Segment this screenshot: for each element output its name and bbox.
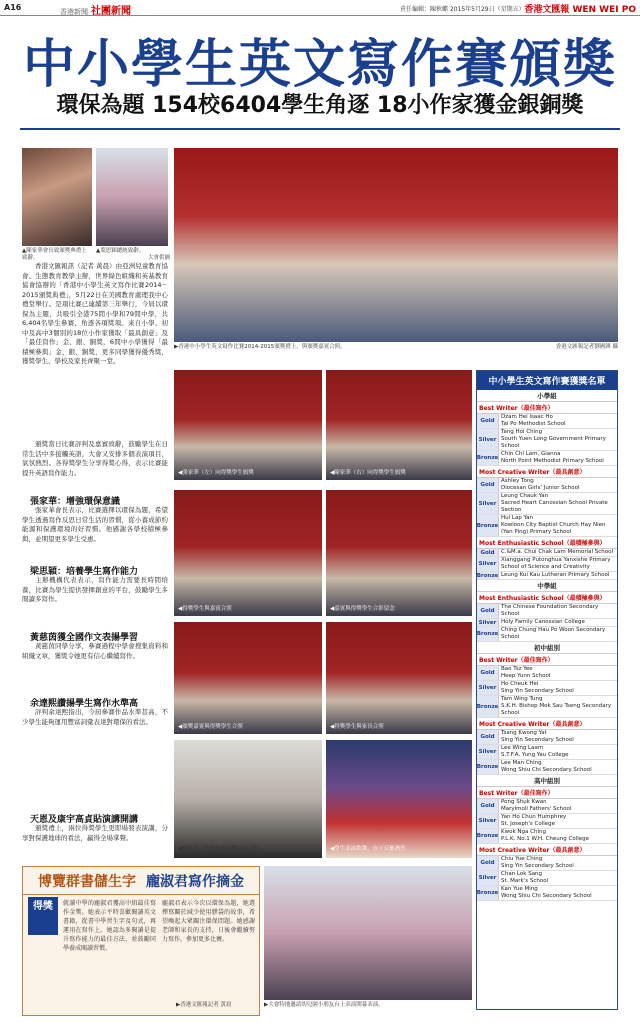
winner-name: Tam Wing Tung — [501, 696, 543, 702]
medal-label: Gold — [477, 549, 499, 556]
winner-name: Sacred Heart Canossian School Private Section — [501, 500, 608, 513]
winner-row — [477, 814, 617, 829]
winner-name: St. Mark's School — [501, 878, 549, 884]
medal-label: Silver — [477, 493, 499, 514]
winner-row — [477, 604, 617, 619]
winner-names — [499, 493, 617, 514]
winners-list — [476, 370, 618, 1010]
gallery-photo-8 — [326, 740, 472, 858]
caption-gallery-6: ◀得獎學生與家長合照 — [330, 724, 384, 730]
winner-names — [499, 814, 617, 828]
article-paragraph: 香港文匯報訊（記者 黃晨）由亞洲兒童教育協會、生態教育教學主辦，世界綠色組織和英基教育協會協辦的「香港中小學生英文寫作比賽2014－2015頒獎典禮」，5月22日在美國教育處理我中心禮堂舉行。是項比賽已連續第三年舉行，今屆以環保為主題，共吸引全港75間小學和79間中學，共6,404名學生參賽，角逐各項獎項。來自小學、初中及高中3個別的18位小作家獲取「最具創意」及「最佳寫作」金、銀、銅獎，6間中小學獲得「最積極參與」金、銀、銅獎，更多同學獲得優秀獎，獲獎學生、學校及家長齊聚一堂。 — [22, 262, 168, 365]
page-header — [0, 0, 640, 16]
winner-row — [477, 696, 617, 718]
winner-name: Bao Tsz Yee — [501, 666, 533, 672]
feature-body — [23, 895, 259, 957]
article-paragraph: 黃慈茵同學分享，參賽過程中學會搜集資料和組織文章，獲獎令她更有信心繼續寫作。 — [22, 642, 168, 660]
winner-row — [477, 627, 617, 642]
medal-label: Gold — [477, 856, 499, 870]
caption-gallery-4: ◀嘉賓與得獎學生合影留念 — [330, 606, 395, 612]
section-subtitle: 香港新聞 — [60, 8, 88, 16]
winner-name: Holy Family Canossian College — [501, 619, 585, 625]
winner-name: Xianggang Putonghua Yanxishe Primary School of Science and Creativity — [501, 557, 611, 570]
winner-name: P.L.K. No.1 W.H. Cheung College — [501, 836, 590, 842]
winner-names — [499, 871, 617, 885]
winner-name: St. Joseph's College — [501, 821, 556, 827]
winner-names — [499, 414, 617, 428]
winner-row — [477, 478, 617, 493]
article-paragraph: 頒獎當日比賽評判及嘉賓致辭，鼓勵學生在日常生活中多接觸英語，大會又安排多個表演項目，氣氛熱烈。各得獎學生分享得獎心得，表示比賽能提升英語寫作能力。 — [22, 440, 168, 477]
caption-gallery-1: ◀張家華（左）向得獎學生頒獎 — [178, 470, 254, 476]
winners-category: Best Writer（最佳寫作） — [477, 787, 617, 799]
winner-names — [499, 681, 617, 695]
winner-name: Yan Ho Chun Humphrey — [501, 814, 567, 820]
subheadline: 環保為題 154校6404學生角逐 18小作家獲金銀銅獎 — [56, 93, 584, 118]
winners-level: 小學組 — [477, 390, 617, 402]
portrait-photo-2 — [96, 148, 168, 246]
caption-gallery-7: ◀陳家華、朱嘉怡與頒獎嘉賓合照 — [178, 846, 260, 852]
winner-name: Sing Yin Secondary School — [501, 688, 574, 694]
winner-name: Leung Chauk Yan — [501, 493, 549, 499]
caption-gallery-2: ◀陳家華（右）向得獎學生頒獎 — [330, 470, 406, 476]
winners-category: Most Creative Writer（最具創意） — [477, 718, 617, 730]
feature-column-2: 龐淑君表示今次以環保為題，她選擇寫關於減少使用膠袋的故事，希望喚起大眾關注環保問題。她感謝老師和家長的支持，日後會繼續努力寫作，參加更多比賽。 — [162, 900, 255, 943]
caption-gallery-8: ◀學生表演歌舞，台下反應熱烈 — [330, 846, 406, 852]
medal-label: Silver — [477, 745, 499, 759]
medal-label: Silver — [477, 814, 499, 828]
winner-name: Lee Man Ching — [501, 760, 542, 766]
winner-row — [477, 429, 617, 451]
winner-row — [477, 871, 617, 886]
winner-name: The Chinese Foundation Secondary School — [501, 604, 599, 617]
gallery-photo-2 — [326, 370, 472, 480]
title-rule — [20, 128, 620, 130]
winner-row — [477, 414, 617, 429]
winner-names — [499, 829, 617, 843]
winner-name: Wong Shiu Chi Secondary School — [501, 767, 592, 773]
winner-name: Chin Chi Lam, Gianna — [501, 451, 561, 457]
winner-row — [477, 745, 617, 760]
winner-names — [499, 799, 617, 813]
winner-name: Sing Yin Secondary School — [501, 863, 574, 869]
caption-credit: 大會供圖 — [148, 255, 171, 261]
winner-names — [499, 515, 617, 536]
winner-row — [477, 799, 617, 814]
winner-name: Leung Kui Kau Lutheran Primary School — [501, 572, 610, 578]
winner-name: Dzam Hei Isaac Ho — [501, 414, 553, 420]
winners-category: Best Writer（最佳寫作） — [477, 402, 617, 414]
winner-name: North Point Methodist Primary School — [501, 458, 604, 464]
article-section-5 — [22, 824, 168, 862]
feature-title-right: 龐淑君寫作摘金 — [146, 874, 244, 890]
article-paragraph: 頒獎禮上，兩位得獎學生更即場發表演講，分享對保護地球的看法，贏得全場掌聲。 — [22, 824, 168, 842]
winner-name: Sing Yin Secondary School — [501, 737, 574, 743]
winners-level: 初中組別 — [477, 642, 617, 654]
winner-names — [499, 627, 617, 641]
winner-name: Wong Shiu Chi Secondary School — [501, 893, 592, 899]
winner-name: Heep Yunn School — [501, 673, 551, 679]
medal-label: Gold — [477, 414, 499, 428]
winner-name: Ching Chung Hau Po Woon Secondary School — [501, 627, 606, 640]
caption-bottom-photo: ▶大會特地邀請幼兒園小朋友台上表演開幕表演。 — [264, 1002, 384, 1008]
feature-badge: 得獎 — [28, 897, 58, 935]
caption-gallery-5: ◀頒獎嘉賓與得獎學生合照 — [178, 724, 243, 730]
winners-body — [477, 390, 617, 901]
winner-names — [499, 619, 617, 626]
winner-name: Diocesan Girls' Junior School — [501, 485, 580, 491]
caption-main-credit: 香港文匯報記者劉國鋒 攝 — [555, 344, 618, 350]
winner-row — [477, 557, 617, 572]
medal-label: Gold — [477, 799, 499, 813]
article-section-4 — [22, 708, 168, 808]
winners-category: Most Enthusiastic School（最積極參與） — [477, 537, 617, 549]
winner-name: Chiu Yue Ching — [501, 856, 543, 862]
article-paragraph: 張家華會長表示，比賽選擇以環保為題，希望學生透過寫作反思日常生活的習慣，從小養成節約能源和保護環境的好習慣。他感謝各學校積極參與，並期望更多學生受惠。 — [22, 506, 168, 543]
subheading-3: 黃慈茵獲全國作文表揚學習 — [30, 633, 139, 643]
winner-name: Kowloon City Baptist Church Hay Nien (Yan Ping) Primary School — [501, 522, 606, 535]
winner-names — [499, 730, 617, 744]
newspaper-brand: 香港文匯報 WEN WEI PO — [524, 5, 636, 15]
medal-label: Bronze — [477, 829, 499, 843]
page-number: A16 — [4, 3, 22, 12]
medal-label: Gold — [477, 478, 499, 492]
caption-gallery-3: ◀得獎學生與嘉賓合照 — [178, 606, 232, 612]
medal-label: Bronze — [477, 886, 499, 900]
winner-row — [477, 549, 617, 557]
winner-names — [499, 557, 617, 571]
winner-name: Hui Lap Yan — [501, 515, 534, 521]
subheading-4: 余達熙讚揚學生寫作水準高 — [30, 699, 139, 709]
section-title — [60, 2, 131, 17]
winners-category: Best Writer（最佳寫作） — [477, 654, 617, 666]
gallery-photo-7 — [174, 740, 322, 858]
winner-names — [499, 856, 617, 870]
winner-name: Tsang Kwong Yat — [501, 730, 547, 736]
medal-label: Gold — [477, 604, 499, 618]
medal-label: Silver — [477, 619, 499, 626]
winner-names — [499, 886, 617, 900]
gallery-photo-5 — [174, 622, 322, 734]
winners-title: 中小學生英文寫作賽獲獎名單 — [477, 371, 617, 390]
gallery-photo-3 — [174, 490, 322, 616]
medal-label: Silver — [477, 871, 499, 885]
subheading-5: 天恩及康宇高貞貼演講開講 — [30, 815, 139, 825]
winner-names — [499, 745, 617, 759]
winner-names — [499, 604, 617, 618]
main-group-photo — [174, 148, 618, 342]
article-section-1 — [22, 506, 168, 560]
section-label: 社團新聞 — [91, 6, 131, 17]
winner-name: Tai Po Methodist School — [501, 421, 566, 427]
medal-label: Bronze — [477, 760, 499, 774]
winner-name: Ashley Tong — [501, 478, 534, 484]
winner-row — [477, 886, 617, 901]
article-section-3 — [22, 642, 168, 690]
header-meta: 責任編輯：陳秋麒 2015年5月29日（星期五） — [400, 6, 525, 13]
winners-level: 高中組別 — [477, 775, 617, 787]
portrait-photo-1 — [22, 148, 92, 246]
winner-name: S.T.F.A. Yung Yau College — [501, 752, 569, 758]
article-section-2 — [22, 576, 168, 624]
winners-category: Most Creative Writer（最具創意） — [477, 466, 617, 478]
winner-names — [499, 478, 617, 492]
winner-row — [477, 515, 617, 537]
medal-label: Bronze — [477, 515, 499, 536]
winners-category: Most Enthusiastic School（最積極參與） — [477, 592, 617, 604]
medal-label: Gold — [477, 730, 499, 744]
caption-bottom-credit: ▶香港文匯報記者 黃晨 — [176, 1002, 232, 1008]
article-lead — [22, 262, 168, 437]
medal-label: Bronze — [477, 627, 499, 641]
headline: 中小學生英文寫作賽頒獎 — [22, 34, 617, 95]
winner-name: Chan Lok Sang — [501, 871, 543, 877]
winner-name: Ho Cheuk Hei — [501, 681, 539, 687]
winner-row — [477, 856, 617, 871]
winner-name: Kwok Nga Ching — [501, 829, 546, 835]
winner-row — [477, 451, 617, 466]
winner-name: S.K.H. Bishop Mok Sau Tseng Secondary School — [501, 703, 612, 716]
medal-label: Bronze — [477, 451, 499, 465]
winner-row — [477, 493, 617, 515]
gallery-photo-6 — [326, 622, 472, 734]
winner-row — [477, 681, 617, 696]
winner-names — [499, 451, 617, 465]
winner-name: Pong Shuk Kwan — [501, 799, 547, 805]
subheading-1: 張家華：增強環保意識 — [30, 497, 121, 507]
medal-label: Bronze — [477, 696, 499, 717]
feature-title — [23, 867, 259, 895]
medal-label: Silver — [477, 557, 499, 571]
winner-name: Kan Yue Ming — [501, 886, 538, 892]
winners-category: Most Creative Writer（最具創意） — [477, 844, 617, 856]
article-paragraph: 主辦機構代表表示，寫作能力需要長時間培養，比賽為學生提供發揮創意的平台，鼓勵學生多閱讀多寫作。 — [22, 576, 168, 603]
winner-name: Tang Hoi Ching — [501, 429, 543, 435]
caption-portrait-1: ▲陳家華會長致頒獎典禮上致辭。 — [22, 248, 87, 261]
article-paragraph: 評判余達熙指出，今屆參賽作品水準甚高，不少學生能夠運用豐富詞彙表達對環保的看法。 — [22, 708, 168, 726]
winner-row — [477, 730, 617, 745]
medal-label: Silver — [477, 429, 499, 450]
winner-names — [499, 572, 617, 579]
winner-name: South Yuen Long Government Primary School — [501, 436, 606, 449]
bottom-photo — [264, 866, 472, 1000]
winner-name: C.&M.a. Chui Chak Lam Memorial School — [501, 549, 614, 555]
medal-label: Silver — [477, 681, 499, 695]
winner-name: Marylmoll Fathers' School — [501, 806, 572, 812]
winner-row — [477, 572, 617, 580]
winner-names — [499, 696, 617, 717]
gallery-photo-4 — [326, 490, 472, 616]
winner-names — [499, 429, 617, 450]
article-intro — [22, 440, 168, 490]
winner-names — [499, 666, 617, 680]
gallery-photo-1 — [174, 370, 322, 480]
feature-column-1: 就讀中學的龐淑君獲高中組最佳寫作金獎。她表示平時喜歡閱讀英文書籍，從書中學習生字及句式，再運用在寫作上。她認為多閱讀是提升寫作能力的最佳方法，並鼓勵同學養成閱讀習慣。 — [63, 900, 156, 952]
medal-label: Gold — [477, 666, 499, 680]
winner-names — [499, 549, 617, 556]
winner-row — [477, 760, 617, 775]
winners-level: 中學組 — [477, 580, 617, 592]
subheading-2: 梁思穎：培養學生寫作能力 — [30, 567, 139, 577]
winner-row — [477, 829, 617, 844]
winner-names — [499, 760, 617, 774]
feature-title-left: 博覽群書儲生字 — [38, 874, 136, 890]
caption-main-photo: ▶香港中小學生英文寫作比賽2014-2015頒獎禮上，與頒獎嘉賓合照。 — [174, 344, 346, 350]
winner-row — [477, 666, 617, 681]
winner-row — [477, 619, 617, 627]
feature-box — [22, 866, 260, 1016]
winner-name: Lee Wing Laam — [501, 745, 544, 751]
medal-label: Bronze — [476, 572, 499, 579]
caption-portrait-2: ▲葉思穎總統致辭。 — [96, 248, 145, 254]
